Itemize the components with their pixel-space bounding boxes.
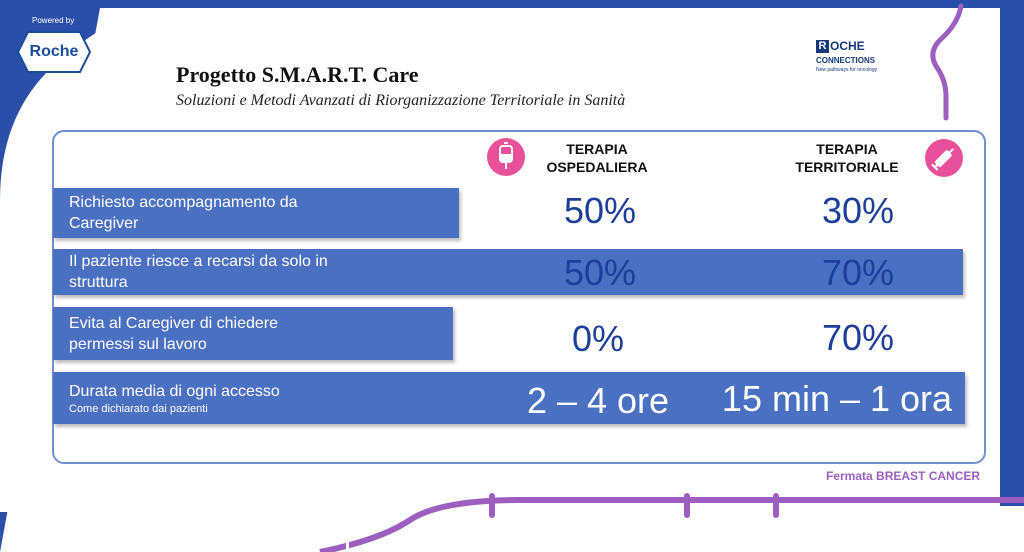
row-label-work-leave bbox=[53, 307, 453, 360]
row-label-caregiver-escort-line2: Caregiver bbox=[69, 215, 139, 232]
row-label-caregiver-escort bbox=[53, 188, 459, 238]
column-header-hospital-line1: TERAPIA bbox=[566, 141, 628, 157]
value-territorial-caregiver-escort: 30% bbox=[821, 190, 895, 231]
roche-connections-logo-r: R bbox=[816, 40, 829, 53]
row-label-work-leave-line2: permessi sul lavoro bbox=[69, 335, 207, 353]
metro-stop-label: Fermata BREAST CANCER bbox=[826, 469, 981, 483]
row-label-work-leave-line1: Evita al Caregiver di chiedere bbox=[69, 314, 278, 332]
row-label-access-duration-line1: Durata media di ogni accesso bbox=[69, 382, 280, 400]
column-header-territorial-line1: TERAPIA bbox=[816, 141, 878, 157]
metro-stop-1 bbox=[489, 493, 495, 518]
column-header-hospital bbox=[532, 140, 662, 176]
value-hospital-autonomous-travel: 50% bbox=[563, 252, 637, 293]
iv-bag-icon bbox=[487, 138, 525, 176]
row-label-access-duration-note: Come dichiarato dai pazienti bbox=[69, 402, 208, 415]
metro-stop-2 bbox=[684, 493, 690, 518]
value-hospital-caregiver-escort: 50% bbox=[563, 190, 637, 231]
value-territorial-access-duration: 15 min – 1 ora bbox=[721, 378, 953, 419]
page-subtitle: Soluzioni e Metodi Avanzati di Riorganizzazione Territoriale in Sanità bbox=[176, 92, 626, 109]
value-territorial-work-leave: 70% bbox=[821, 317, 895, 358]
powered-by-label: Powered by bbox=[32, 16, 75, 25]
row-label-autonomous-travel-line2: struttura bbox=[69, 274, 128, 291]
column-header-territorial-line2: TERRITORIALE bbox=[795, 159, 899, 175]
roche-connections-tagline: New pathways for oncology bbox=[816, 67, 878, 73]
row-label-autonomous-travel-line1: Il paziente riesce a recarsi da solo in bbox=[69, 253, 328, 270]
value-hospital-access-duration: 2 – 4 ore bbox=[526, 380, 670, 421]
roche-connections-logo-connections: CONNECTIONS bbox=[816, 56, 876, 65]
value-territorial-autonomous-travel: 70% bbox=[821, 252, 895, 293]
metro-stop-3 bbox=[773, 493, 779, 518]
value-hospital-work-leave: 0% bbox=[571, 318, 625, 359]
roche-logo-text: Roche bbox=[29, 43, 79, 60]
page-title: Progetto S.M.A.R.T. Care bbox=[176, 62, 419, 87]
syringe-icon bbox=[925, 139, 963, 177]
roche-connections-logo-oche: OCHE bbox=[830, 39, 865, 53]
column-header-hospital-line2: OSPEDALIERA bbox=[546, 159, 648, 175]
column-header-territorial bbox=[782, 140, 912, 176]
row-label-caregiver-escort-line1: Richiesto accompagnamento da bbox=[69, 194, 298, 211]
